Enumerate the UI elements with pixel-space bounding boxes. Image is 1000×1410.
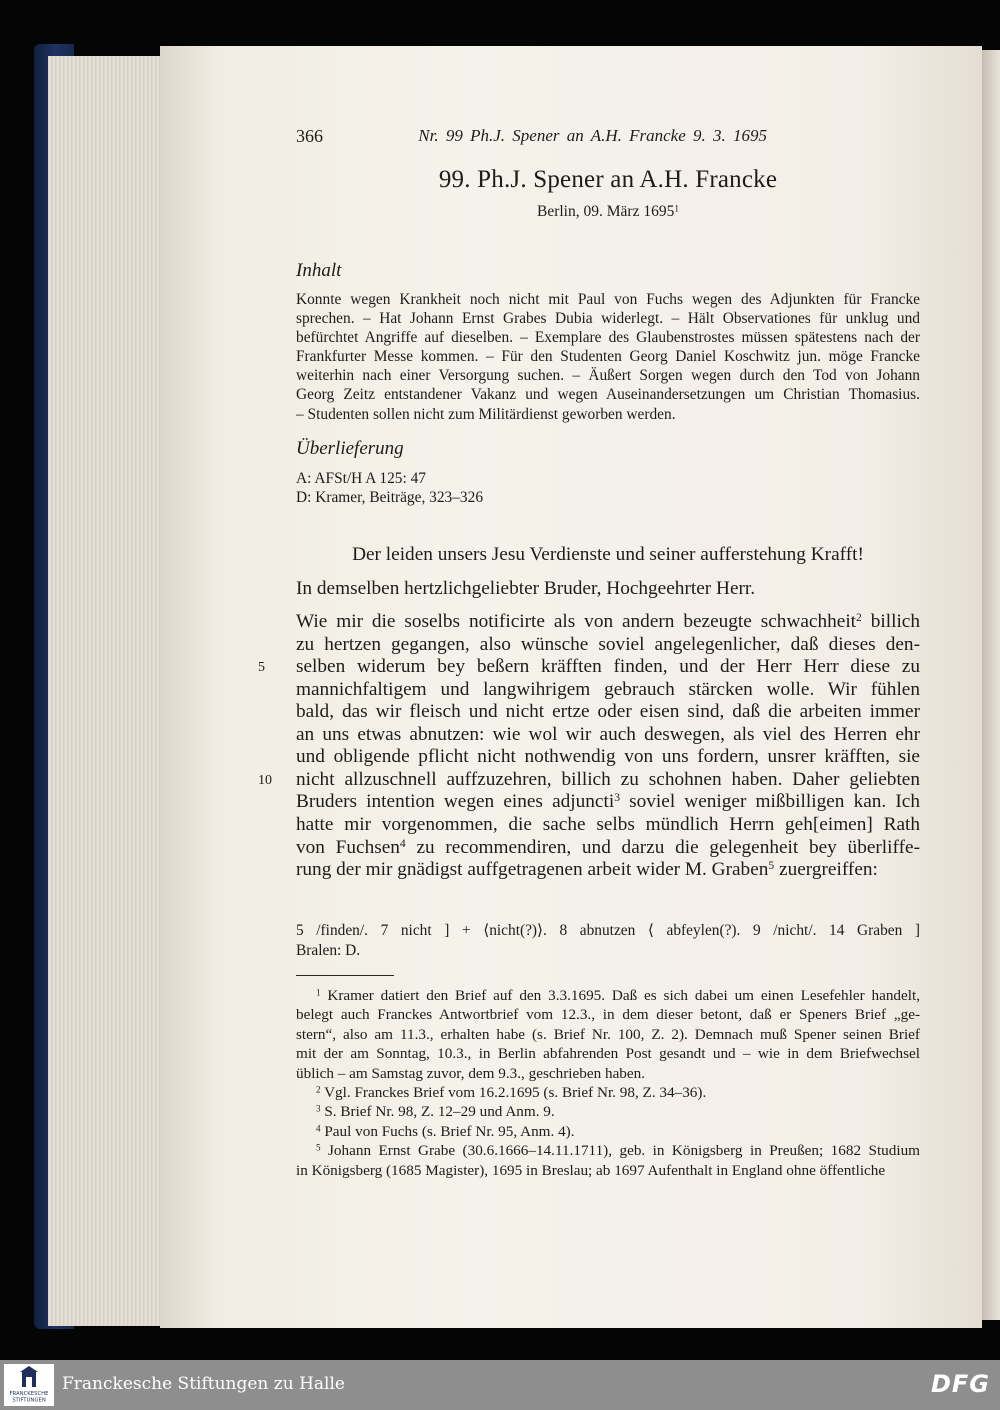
footnotes xyxy=(296,986,920,1180)
body-text: bald, das wir fleisch und nicht ertze oder eisen sind, daß die arbeiten immer xyxy=(296,701,920,723)
footnote-ref: 1 xyxy=(674,204,679,215)
body-text: an uns etwas abnutzen: wie wol wir auch deswegen, als viel des Herren ehr xyxy=(296,723,920,745)
footnote-line xyxy=(296,1005,920,1024)
footnote-line xyxy=(296,1025,920,1044)
body-line xyxy=(296,611,920,633)
summary-line: befürchtet Angriffe auf dieselben. – Exemplare des Glaubenstrostes müssen spätestens nach der xyxy=(296,329,920,347)
footnote-ref: 3 xyxy=(614,791,620,805)
body-line xyxy=(296,837,920,859)
transmission-heading: Überlieferung xyxy=(296,438,404,459)
letter-title: 99. Ph.J. Spener an A.H. Francke xyxy=(438,166,778,193)
running-head xyxy=(296,126,920,150)
footnote-line xyxy=(296,986,920,1005)
footnote-line xyxy=(296,1141,920,1160)
body-line xyxy=(296,701,920,723)
critical-apparatus xyxy=(296,921,920,961)
footnote-text: üblich – am Samstag zuvor, dem 9.3., geschrieben haben. xyxy=(296,1064,646,1082)
footnote-ref: 5 xyxy=(768,859,775,873)
body-text: mannichfaltigem und langwihrigem gebrauch stärcken wolle. Wir fühlen xyxy=(296,678,920,700)
body-line xyxy=(296,791,920,813)
transmission-line: D: Kramer, Beiträge, 323–326 xyxy=(296,489,484,506)
summary-line: sprechen. – Hat Johann Ernst Grabes Dubia widerlegt. – Hält Observationes für unklug und xyxy=(296,310,920,328)
summary-line: weiterhin nach einer Versorgung suchen. – Äußert Sorgen wegen durch den Tod von Johann xyxy=(296,367,920,385)
body-text: zu recommendiren, und darzu die gelegenheit bey überliffe- xyxy=(405,836,920,858)
footnote-text: Kramer datiert den Brief auf den 3.3.1695. Daß es sich dabei um einen Lesefehler handelt, xyxy=(320,987,920,1004)
summary-line: – Studenten sollen nicht zum Militärdienst geworben werden. xyxy=(296,405,676,423)
body-line xyxy=(296,746,920,768)
institution-logo[interactable] xyxy=(4,1364,54,1406)
body-text: rung der mir gnädigst auffgetragenen arbeit wider M. Graben xyxy=(296,859,769,881)
logo-text-line: STIFTUNGEN xyxy=(12,1397,46,1404)
footnote-number: 3 xyxy=(316,1103,321,1114)
summary-heading: Inhalt xyxy=(296,260,342,281)
salutation: Der leiden unsers Jesu Verdienste und seiner aufferstehung Krafft! xyxy=(352,544,864,565)
body-line xyxy=(296,724,920,746)
footnote-line xyxy=(296,1044,920,1063)
footnote-number: 2 xyxy=(316,1084,321,1095)
footnote-rule xyxy=(296,975,394,976)
footnote-text: in Königsberg (1685 Magister), 1695 in Breslau; ab 1697 Aufenthalt in England ohne öffentliche xyxy=(296,1161,886,1179)
footnote-line xyxy=(296,1122,920,1141)
institution-logo-icon xyxy=(4,1364,54,1406)
greeting: In demselben hertzlichgeliebter Bruder, Hochgeehrter Herr. xyxy=(296,578,756,599)
footnote-ref: 4 xyxy=(399,836,406,850)
body-line xyxy=(296,814,920,836)
body-line xyxy=(296,679,920,701)
apparatus-line: Bralen: D. xyxy=(296,942,361,959)
body-text: billich xyxy=(861,611,921,632)
summary-line: Frankfurter Messe kommen. – Für den Studenten Georg Daniel Koschwitz jun. möge Francke xyxy=(296,348,920,366)
viewer-footer xyxy=(0,1360,1000,1410)
footnote-ref: 2 xyxy=(856,611,862,625)
body-line xyxy=(296,656,920,678)
body-text: und obligende pflicht nicht nothwendig von uns fordern, unsrer kräfften, sie xyxy=(296,746,920,768)
footnote-text: belegt auch Franckes Antwortbrief vom 12.3., in dem dieser betont, daß er Speners Brief „ge- xyxy=(296,1006,920,1024)
body-line xyxy=(296,769,920,791)
footnote-number: 5 xyxy=(316,1142,321,1153)
body-line xyxy=(296,859,920,881)
summary-line: Georg Zeitz entstandener Vakanz und wegen Auseinandersetzungen um Christian Thomasius. xyxy=(296,386,920,404)
body-text: nicht allzuschnell auffzuzehren, billich zu schohnen haben. Daher geliebten xyxy=(296,768,920,790)
body-text: zuergreiffen: xyxy=(774,859,878,881)
line-number: 5 xyxy=(258,660,265,676)
footnote-number: 1 xyxy=(316,987,321,998)
footnote-line xyxy=(296,1161,920,1180)
letter-dateline: Berlin, 09. März 1695$^1$ xyxy=(537,203,679,220)
body-text: soviel weniger mißbilligen kan. Ich xyxy=(619,791,920,813)
footnote-text: stern“, also am 11.3., erhalten habe (s. Brief Nr. 100, Z. 2). Demnach muß Spener seinen Brief xyxy=(296,1025,920,1043)
body-text: Wie mir die soselbs notificirte als von andern bezeugte schwachheit xyxy=(296,611,857,632)
logo-text-line: FRANCKESCHE xyxy=(9,1391,49,1397)
institution-name[interactable]: Franckesche Stiftungen zu Halle xyxy=(62,1374,345,1394)
body-text: selben widerum bey beßern kräfften finden, und der Herr Herr diese zu xyxy=(296,656,920,678)
footnote-text: Johann Ernst Grabe (30.6.1666–14.11.1711), geb. in Königsberg in Preußen; 1682 Studium xyxy=(320,1142,920,1160)
body-text: hatte mir vorgenommen, die sache selbs mündlich Herrn geh[eimen] Rath xyxy=(296,813,920,835)
body-text: von Fuchsen xyxy=(296,836,400,858)
footnote-text: Paul von Fuchs (s. Brief Nr. 95, Anm. 4). xyxy=(320,1122,575,1140)
summary-line: Konnte wegen Krankheit noch nicht mit Paul von Fuchs wegen des Adjunkten für Francke xyxy=(296,291,920,308)
line-number: 10 xyxy=(258,772,272,788)
footnote-line xyxy=(296,1064,920,1083)
body-text: Bruders intention wegen eines adjuncti xyxy=(296,791,615,813)
apparatus-line: 5 /finden/. 7 nicht ] + ⟨nicht(?)⟩. 8 abnutzen ⟨ abfeylen(?). 9 /nicht/. 14 Graben ] xyxy=(296,922,920,939)
page-edges xyxy=(48,56,168,1326)
body-line xyxy=(296,634,920,656)
page-number: 366 xyxy=(296,126,323,146)
footnote-text: mit der am Sonntag, 10.3., in Berlin abfahrenden Post gesandt und – wie in dem Briefwechsel xyxy=(296,1045,920,1063)
footnote-text: S. Brief Nr. 98, Z. 12–29 und Anm. 9. xyxy=(320,1103,555,1121)
footnote-line xyxy=(296,1102,920,1121)
transmission-line: A: AFSt/H A 125: 47 xyxy=(296,470,426,487)
footnote-number: 4 xyxy=(316,1123,321,1134)
summary-text xyxy=(296,290,920,424)
dfg-logo[interactable]: DFG xyxy=(930,1370,990,1398)
footnote-line xyxy=(296,1083,920,1102)
running-title: Nr. 99 Ph.J. Spener an A.H. Francke 9. 3. 1695 xyxy=(418,126,767,145)
body-text: zu hertzen gegangen, also wünsche soviel angelegenlicher, daß dieses den- xyxy=(296,633,920,655)
footnote-text: Vgl. Franckes Brief vom 16.2.1695 (s. Brief Nr. 98, Z. 34–36). xyxy=(320,1083,707,1101)
